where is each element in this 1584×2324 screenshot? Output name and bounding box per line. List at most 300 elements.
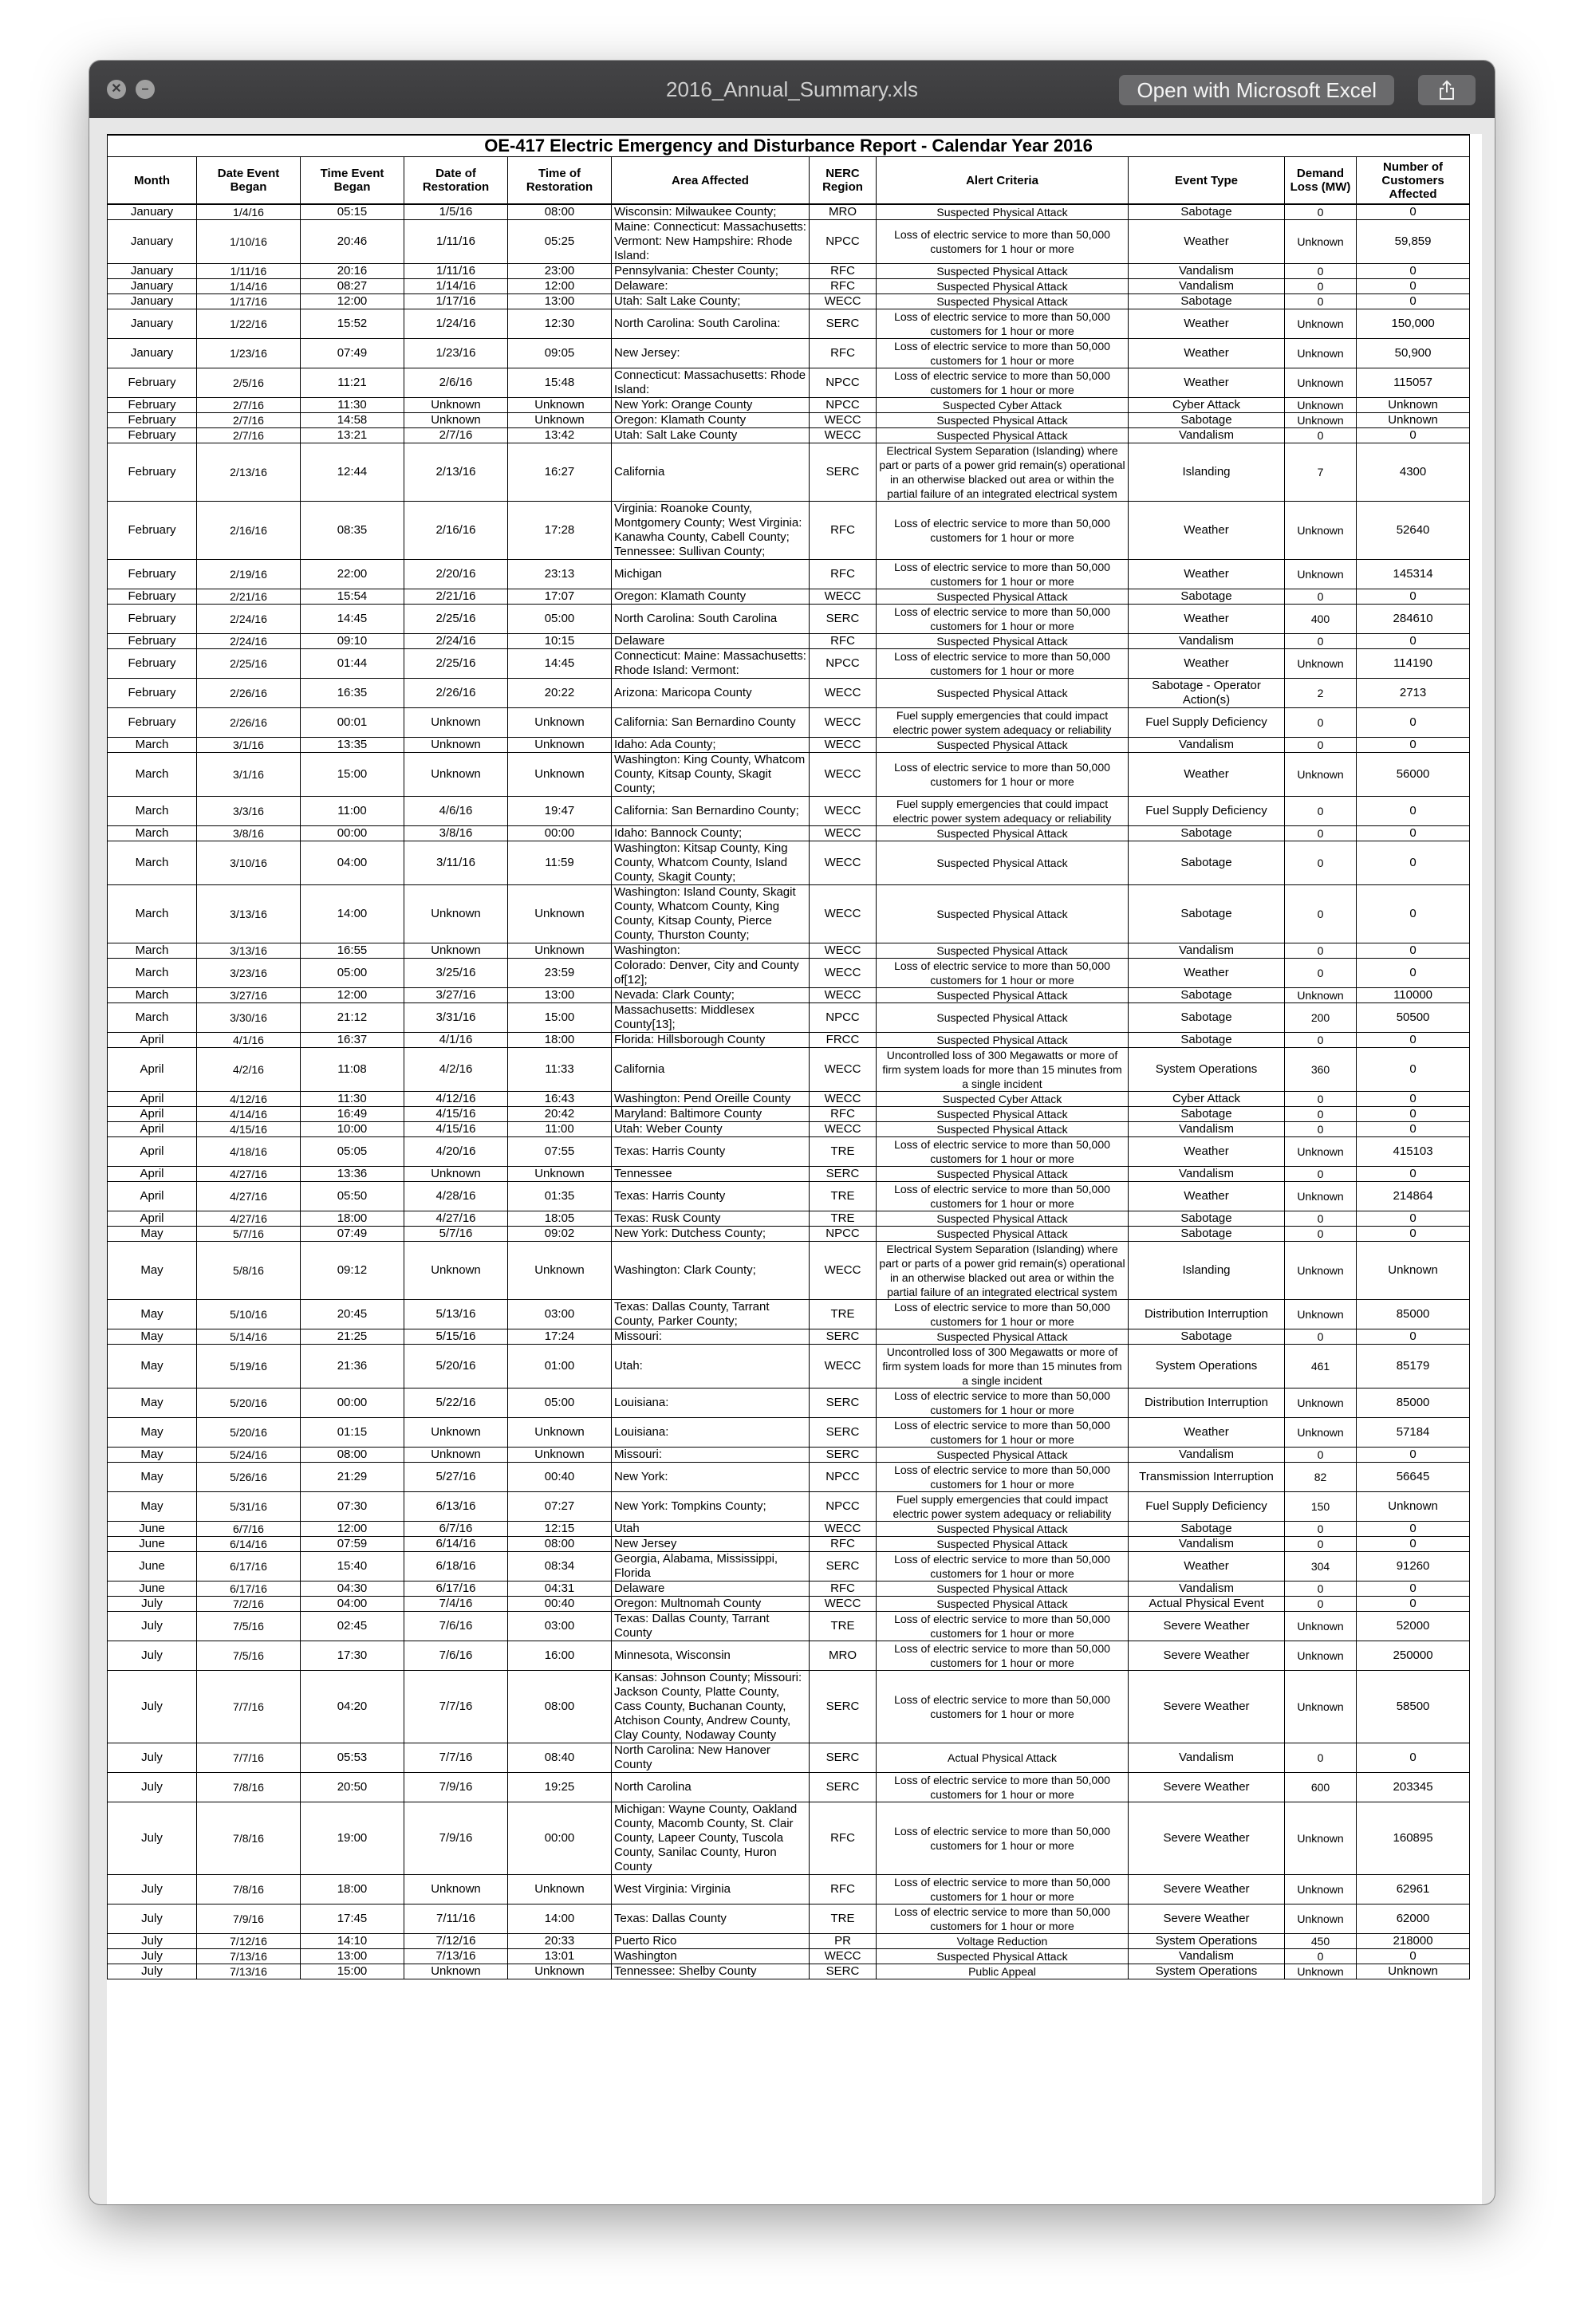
table-cell: 4/14/16: [197, 1107, 301, 1122]
table-cell: 20:42: [508, 1107, 612, 1122]
table-cell: April: [108, 1182, 197, 1211]
table-cell: January: [108, 220, 197, 264]
table-cell: July: [108, 1743, 197, 1773]
table-cell: NPCC: [810, 1003, 877, 1033]
table-cell: 07:30: [301, 1492, 404, 1522]
table-row: [108, 1033, 1470, 1048]
table-row: [108, 1107, 1470, 1122]
table-cell: 7/6/16: [404, 1641, 508, 1671]
table-cell: 5/13/16: [404, 1300, 508, 1329]
table-cell: Cyber Attack: [1129, 1092, 1285, 1107]
table-cell: Public Appeal: [877, 1964, 1129, 1979]
title-bar: [89, 61, 1495, 118]
table-cell: Loss of electric service to more than 50,000 customers for 1 hour or more: [877, 1137, 1129, 1167]
open-with-excel-button[interactable]: Open with Microsoft Excel: [1119, 75, 1394, 105]
table-cell: 0: [1357, 1582, 1470, 1597]
table-cell: 6/7/16: [404, 1522, 508, 1537]
table-cell: Suspected Physical Attack: [877, 841, 1129, 885]
table-row: [108, 753, 1470, 797]
table-cell: 19:25: [508, 1773, 612, 1802]
table-cell: 3/3/16: [197, 797, 301, 826]
table-cell: 0: [1285, 943, 1357, 959]
table-cell: April: [108, 1211, 197, 1227]
table-cell: RFC: [810, 1802, 877, 1875]
table-cell: 0: [1357, 1227, 1470, 1242]
table-cell: March: [108, 1003, 197, 1033]
table-cell: 14:10: [301, 1934, 404, 1949]
table-cell: TRE: [810, 1300, 877, 1329]
table-cell: 19:00: [301, 1802, 404, 1875]
table-cell: 52000: [1357, 1612, 1470, 1641]
table-cell: 1/4/16: [197, 204, 301, 220]
table-cell: 2/25/16: [404, 649, 508, 679]
table-cell: 07:49: [301, 339, 404, 368]
table-cell: 0: [1285, 204, 1357, 220]
table-cell: Michigan: Wayne County, Oakland County, Macomb County, St. Clair County, Lapeer County, Tuscola County, Sanilac County, Huron County: [612, 1802, 810, 1875]
table-cell: Weather: [1129, 560, 1285, 589]
table-cell: 4/1/16: [197, 1033, 301, 1048]
table-cell: Unknown: [508, 753, 612, 797]
table-cell: 0: [1357, 1033, 1470, 1048]
table-cell: Texas: Harris County: [612, 1137, 810, 1167]
share-button[interactable]: [1418, 75, 1476, 105]
table-cell: 7/13/16: [197, 1949, 301, 1964]
table-cell: 09:10: [301, 634, 404, 649]
table-cell: SERC: [810, 1448, 877, 1463]
table-cell: 2/25/16: [404, 605, 508, 634]
table-cell: PR: [810, 1934, 877, 1949]
table-cell: Utah: Salt Lake County;: [612, 294, 810, 309]
table-cell: February: [108, 443, 197, 502]
table-cell: 0: [1285, 428, 1357, 443]
table-row: [108, 1448, 1470, 1463]
table-cell: 15:54: [301, 589, 404, 605]
table-cell: NPCC: [810, 649, 877, 679]
table-cell: Vandalism: [1129, 1582, 1285, 1597]
table-cell: 415103: [1357, 1137, 1470, 1167]
table-cell: March: [108, 738, 197, 753]
table-cell: 2/7/16: [197, 413, 301, 428]
table-cell: Unknown: [1285, 413, 1357, 428]
table-cell: NPCC: [810, 398, 877, 413]
table-cell: 0: [1357, 885, 1470, 943]
table-cell: SERC: [810, 1418, 877, 1448]
table-cell: TRE: [810, 1137, 877, 1167]
table-cell: 85179: [1357, 1345, 1470, 1388]
table-cell: Unknown: [404, 943, 508, 959]
table-cell: 07:59: [301, 1537, 404, 1552]
table-cell: Unknown: [508, 1167, 612, 1182]
table-cell: 2: [1285, 679, 1357, 708]
table-cell: 7/8/16: [197, 1773, 301, 1802]
table-cell: Kansas: Johnson County; Missouri: Jackson County, Platte County, Cass County, Buchanan County, Atchison County, Andrew County, Clay County, Nodaway County: [612, 1671, 810, 1743]
table-cell: 218000: [1357, 1934, 1470, 1949]
table-cell: Unknown: [1285, 560, 1357, 589]
table-cell: WECC: [810, 943, 877, 959]
table-cell: 7/11/16: [404, 1904, 508, 1934]
table-cell: 0: [1357, 1211, 1470, 1227]
table-cell: Loss of electric service to more than 50,000 customers for 1 hour or more: [877, 1612, 1129, 1641]
table-cell: 00:40: [508, 1597, 612, 1612]
table-cell: May: [108, 1448, 197, 1463]
table-cell: 7/5/16: [197, 1612, 301, 1641]
table-cell: 7/9/16: [404, 1802, 508, 1875]
table-cell: Unknown: [404, 1448, 508, 1463]
table-cell: Fuel Supply Deficiency: [1129, 797, 1285, 826]
table-cell: Loss of electric service to more than 50,000 customers for 1 hour or more: [877, 1552, 1129, 1582]
table-cell: July: [108, 1904, 197, 1934]
table-cell: 450: [1285, 1934, 1357, 1949]
table-row: [108, 294, 1470, 309]
table-cell: 11:21: [301, 368, 404, 398]
table-cell: 5/10/16: [197, 1300, 301, 1329]
table-cell: Unknown: [404, 885, 508, 943]
table-cell: WECC: [810, 885, 877, 943]
table-cell: 203345: [1357, 1773, 1470, 1802]
table-cell: 1/11/16: [404, 264, 508, 279]
table-cell: 12:44: [301, 443, 404, 502]
table-cell: WECC: [810, 1092, 877, 1107]
table-cell: 1/11/16: [404, 220, 508, 264]
table-cell: 12:00: [301, 988, 404, 1003]
table-row: [108, 1418, 1470, 1448]
table-cell: Weather: [1129, 502, 1285, 560]
table-row: [108, 1122, 1470, 1137]
table-cell: 14:45: [301, 605, 404, 634]
table-cell: 7/9/16: [197, 1904, 301, 1934]
table-cell: Georgia, Alabama, Mississippi, Florida: [612, 1552, 810, 1582]
table-cell: 1/22/16: [197, 309, 301, 339]
table-cell: 19:47: [508, 797, 612, 826]
table-cell: Unknown: [508, 1964, 612, 1979]
table-cell: 20:16: [301, 264, 404, 279]
table-cell: Loss of electric service to more than 50,000 customers for 1 hour or more: [877, 368, 1129, 398]
table-cell: SERC: [810, 1167, 877, 1182]
table-cell: 16:35: [301, 679, 404, 708]
table-row: [108, 398, 1470, 413]
table-cell: Vandalism: [1129, 1949, 1285, 1964]
table-cell: RFC: [810, 634, 877, 649]
table-row: [108, 1949, 1470, 1964]
table-cell: Unknown: [1357, 1242, 1470, 1300]
table-cell: May: [108, 1388, 197, 1418]
table-cell: 0: [1357, 738, 1470, 753]
table-cell: 52640: [1357, 502, 1470, 560]
table-cell: Tennessee: [612, 1167, 810, 1182]
table-cell: Fuel supply emergencies that could impact electric power system adequacy or reliability: [877, 1492, 1129, 1522]
table-cell: 3/27/16: [197, 988, 301, 1003]
table-cell: Sabotage: [1129, 1329, 1285, 1345]
report-title-row: [108, 135, 1470, 157]
table-cell: 13:01: [508, 1949, 612, 1964]
table-cell: 0: [1285, 1211, 1357, 1227]
table-cell: RFC: [810, 560, 877, 589]
column-header: Demand Loss (MW): [1285, 157, 1357, 205]
table-cell: 4/12/16: [404, 1092, 508, 1107]
table-cell: Sabotage: [1129, 204, 1285, 220]
table-cell: WECC: [810, 797, 877, 826]
table-cell: 6/17/16: [197, 1582, 301, 1597]
table-cell: 0: [1285, 264, 1357, 279]
table-cell: 00:00: [301, 1388, 404, 1418]
table-cell: 5/20/16: [197, 1418, 301, 1448]
table-cell: Vandalism: [1129, 738, 1285, 753]
table-cell: Unknown: [404, 1875, 508, 1904]
table-cell: 0: [1357, 797, 1470, 826]
table-cell: Unknown: [508, 1448, 612, 1463]
table-cell: 12:30: [508, 309, 612, 339]
table-cell: 0: [1357, 826, 1470, 841]
table-cell: 5/27/16: [404, 1463, 508, 1492]
table-cell: Missouri:: [612, 1448, 810, 1463]
table-cell: WECC: [810, 959, 877, 988]
table-cell: Vandalism: [1129, 634, 1285, 649]
table-cell: Michigan: [612, 560, 810, 589]
table-cell: Weather: [1129, 753, 1285, 797]
share-icon: [1437, 80, 1456, 100]
table-cell: 2/25/16: [197, 649, 301, 679]
table-cell: System Operations: [1129, 1964, 1285, 1979]
table-row: [108, 1048, 1470, 1092]
table-cell: 0: [1285, 1167, 1357, 1182]
table-cell: 0: [1285, 738, 1357, 753]
table-cell: 22:00: [301, 560, 404, 589]
table-cell: 1/14/16: [404, 279, 508, 294]
table-cell: Maryland: Baltimore County: [612, 1107, 810, 1122]
table-cell: Puerto Rico: [612, 1934, 810, 1949]
table-cell: Unknown: [1285, 1802, 1357, 1875]
table-cell: 15:00: [301, 1964, 404, 1979]
table-cell: Utah: Salt Lake County: [612, 428, 810, 443]
table-cell: 0: [1357, 204, 1470, 220]
table-cell: 284610: [1357, 605, 1470, 634]
table-cell: January: [108, 309, 197, 339]
table-cell: 4/1/16: [404, 1033, 508, 1048]
table-row: [108, 443, 1470, 502]
table-cell: 5/14/16: [197, 1329, 301, 1345]
table-cell: 17:24: [508, 1329, 612, 1345]
table-cell: 3/8/16: [197, 826, 301, 841]
table-cell: Washington: Island County, Skagit County, Whatcom County, King County, Kitsap County, Pierce County, Thurston County;: [612, 885, 810, 943]
table-cell: Loss of electric service to more than 50,000 customers for 1 hour or more: [877, 339, 1129, 368]
table-cell: 04:20: [301, 1671, 404, 1743]
table-cell: WECC: [810, 1597, 877, 1612]
table-cell: 0: [1357, 428, 1470, 443]
table-cell: July: [108, 1597, 197, 1612]
table-cell: Sabotage: [1129, 413, 1285, 428]
table-cell: 0: [1285, 294, 1357, 309]
table-cell: 13:35: [301, 738, 404, 753]
table-cell: 2/7/16: [404, 428, 508, 443]
table-cell: 12:15: [508, 1522, 612, 1537]
table-cell: July: [108, 1934, 197, 1949]
table-cell: Cyber Attack: [1129, 398, 1285, 413]
table-cell: 2/24/16: [404, 634, 508, 649]
table-cell: Unknown: [508, 943, 612, 959]
table-cell: Loss of electric service to more than 50,000 customers for 1 hour or more: [877, 1904, 1129, 1934]
column-header: Alert Criteria: [877, 157, 1129, 205]
table-cell: 20:22: [508, 679, 612, 708]
table-cell: April: [108, 1048, 197, 1092]
table-cell: 360: [1285, 1048, 1357, 1092]
table-cell: Suspected Physical Attack: [877, 1211, 1129, 1227]
column-header: Time of Restoration: [508, 157, 612, 205]
table-cell: 11:00: [508, 1122, 612, 1137]
table-cell: 17:45: [301, 1904, 404, 1934]
table-cell: Washington: Pend Oreille County: [612, 1092, 810, 1107]
minimize-icon[interactable]: –: [136, 80, 155, 99]
table-cell: SERC: [810, 605, 877, 634]
table-cell: West Virginia: Virginia: [612, 1875, 810, 1904]
table-cell: February: [108, 708, 197, 738]
table-cell: 01:15: [301, 1418, 404, 1448]
table-cell: 7: [1285, 443, 1357, 502]
table-row: [108, 279, 1470, 294]
table-cell: 7/7/16: [197, 1671, 301, 1743]
table-cell: Utah: [612, 1522, 810, 1537]
table-cell: Unknown: [1285, 1242, 1357, 1300]
table-cell: 0: [1357, 1092, 1470, 1107]
table-cell: 6/14/16: [404, 1537, 508, 1552]
table-cell: Weather: [1129, 339, 1285, 368]
table-cell: California: [612, 443, 810, 502]
table-row: [108, 605, 1470, 634]
table-cell: Suspected Physical Attack: [877, 428, 1129, 443]
table-row: [108, 1003, 1470, 1033]
table-cell: 23:13: [508, 560, 612, 589]
table-cell: 85000: [1357, 1388, 1470, 1418]
table-cell: Texas: Harris County: [612, 1182, 810, 1211]
table-cell: 16:43: [508, 1092, 612, 1107]
table-cell: New York: Dutchess County;: [612, 1227, 810, 1242]
table-cell: WECC: [810, 1522, 877, 1537]
table-cell: Sabotage: [1129, 1107, 1285, 1122]
table-cell: Sabotage: [1129, 1522, 1285, 1537]
table-row: [108, 1182, 1470, 1211]
table-cell: May: [108, 1300, 197, 1329]
table-cell: Suspected Physical Attack: [877, 988, 1129, 1003]
table-cell: 01:44: [301, 649, 404, 679]
table-cell: Unknown: [404, 1242, 508, 1300]
table-row: [108, 826, 1470, 841]
table-cell: 1/11/16: [197, 264, 301, 279]
table-cell: Suspected Physical Attack: [877, 1597, 1129, 1612]
table-cell: 0: [1285, 1092, 1357, 1107]
table-cell: 18:00: [301, 1211, 404, 1227]
table-cell: RFC: [810, 1537, 877, 1552]
table-cell: 17:28: [508, 502, 612, 560]
table-row: [108, 1463, 1470, 1492]
table-cell: North Carolina: New Hanover County: [612, 1743, 810, 1773]
table-cell: May: [108, 1242, 197, 1300]
table-cell: Suspected Physical Attack: [877, 826, 1129, 841]
table-cell: 08:00: [301, 1448, 404, 1463]
table-cell: Suspected Physical Attack: [877, 279, 1129, 294]
table-cell: 200: [1285, 1003, 1357, 1033]
table-cell: 1/5/16: [404, 204, 508, 220]
table-cell: Unknown: [404, 1167, 508, 1182]
table-cell: 0: [1285, 1122, 1357, 1137]
table-cell: Suspected Cyber Attack: [877, 1092, 1129, 1107]
table-row: [108, 1329, 1470, 1345]
table-cell: 04:30: [301, 1582, 404, 1597]
table-cell: 18:00: [301, 1875, 404, 1904]
table-cell: Fuel Supply Deficiency: [1129, 1492, 1285, 1522]
table-cell: 2713: [1357, 679, 1470, 708]
table-cell: 0: [1357, 279, 1470, 294]
table-cell: 7/13/16: [404, 1949, 508, 1964]
table-cell: WECC: [810, 1048, 877, 1092]
table-cell: 57184: [1357, 1418, 1470, 1448]
table-cell: WECC: [810, 1345, 877, 1388]
table-cell: TRE: [810, 1211, 877, 1227]
table-cell: Unknown: [508, 413, 612, 428]
table-cell: 2/24/16: [197, 605, 301, 634]
table-cell: 0: [1357, 1167, 1470, 1182]
table-cell: April: [108, 1122, 197, 1137]
table-cell: Weather: [1129, 309, 1285, 339]
table-cell: Suspected Physical Attack: [877, 1227, 1129, 1242]
table-cell: 400: [1285, 605, 1357, 634]
table-cell: 0: [1285, 1949, 1357, 1964]
table-cell: Washington:: [612, 943, 810, 959]
table-cell: February: [108, 398, 197, 413]
table-cell: 17:30: [301, 1641, 404, 1671]
table-cell: 0: [1357, 1597, 1470, 1612]
table-cell: 02:45: [301, 1612, 404, 1641]
table-cell: 0: [1357, 1107, 1470, 1122]
table-cell: 08:00: [508, 204, 612, 220]
table-cell: 7/7/16: [197, 1743, 301, 1773]
table-row: [108, 1802, 1470, 1875]
table-cell: 11:08: [301, 1048, 404, 1092]
close-icon[interactable]: ✕: [107, 80, 126, 99]
table-cell: 04:31: [508, 1582, 612, 1597]
table-cell: July: [108, 1612, 197, 1641]
table-cell: 6/7/16: [197, 1522, 301, 1537]
table-cell: Delaware: [612, 1582, 810, 1597]
table-cell: Louisiana:: [612, 1418, 810, 1448]
table-cell: Delaware:: [612, 279, 810, 294]
table-cell: 05:05: [301, 1137, 404, 1167]
table-row: [108, 368, 1470, 398]
table-cell: Loss of electric service to more than 50,000 customers for 1 hour or more: [877, 1875, 1129, 1904]
table-cell: March: [108, 943, 197, 959]
table-cell: WECC: [810, 589, 877, 605]
table-cell: Suspected Physical Attack: [877, 1329, 1129, 1345]
table-cell: 3/11/16: [404, 841, 508, 885]
window-title: 2016_Annual_Summary.xls: [665, 77, 919, 101]
table-cell: Suspected Physical Attack: [877, 1522, 1129, 1537]
table-cell: 5/20/16: [404, 1345, 508, 1388]
table-cell: WECC: [810, 1242, 877, 1300]
table-cell: SERC: [810, 1329, 877, 1345]
table-cell: 7/9/16: [404, 1773, 508, 1802]
table-cell: June: [108, 1552, 197, 1582]
table-cell: 08:27: [301, 279, 404, 294]
table-cell: Minnesota, Wisconsin: [612, 1641, 810, 1671]
table-cell: 5/19/16: [197, 1345, 301, 1388]
table-cell: WECC: [810, 294, 877, 309]
table-cell: Wisconsin: Milwaukee County;: [612, 204, 810, 220]
table-cell: 0: [1285, 826, 1357, 841]
table-cell: Severe Weather: [1129, 1612, 1285, 1641]
table-row: [108, 1875, 1470, 1904]
table-cell: Unknown: [1357, 398, 1470, 413]
table-row: [108, 1582, 1470, 1597]
table-cell: 0: [1357, 294, 1470, 309]
table-cell: Suspected Physical Attack: [877, 264, 1129, 279]
